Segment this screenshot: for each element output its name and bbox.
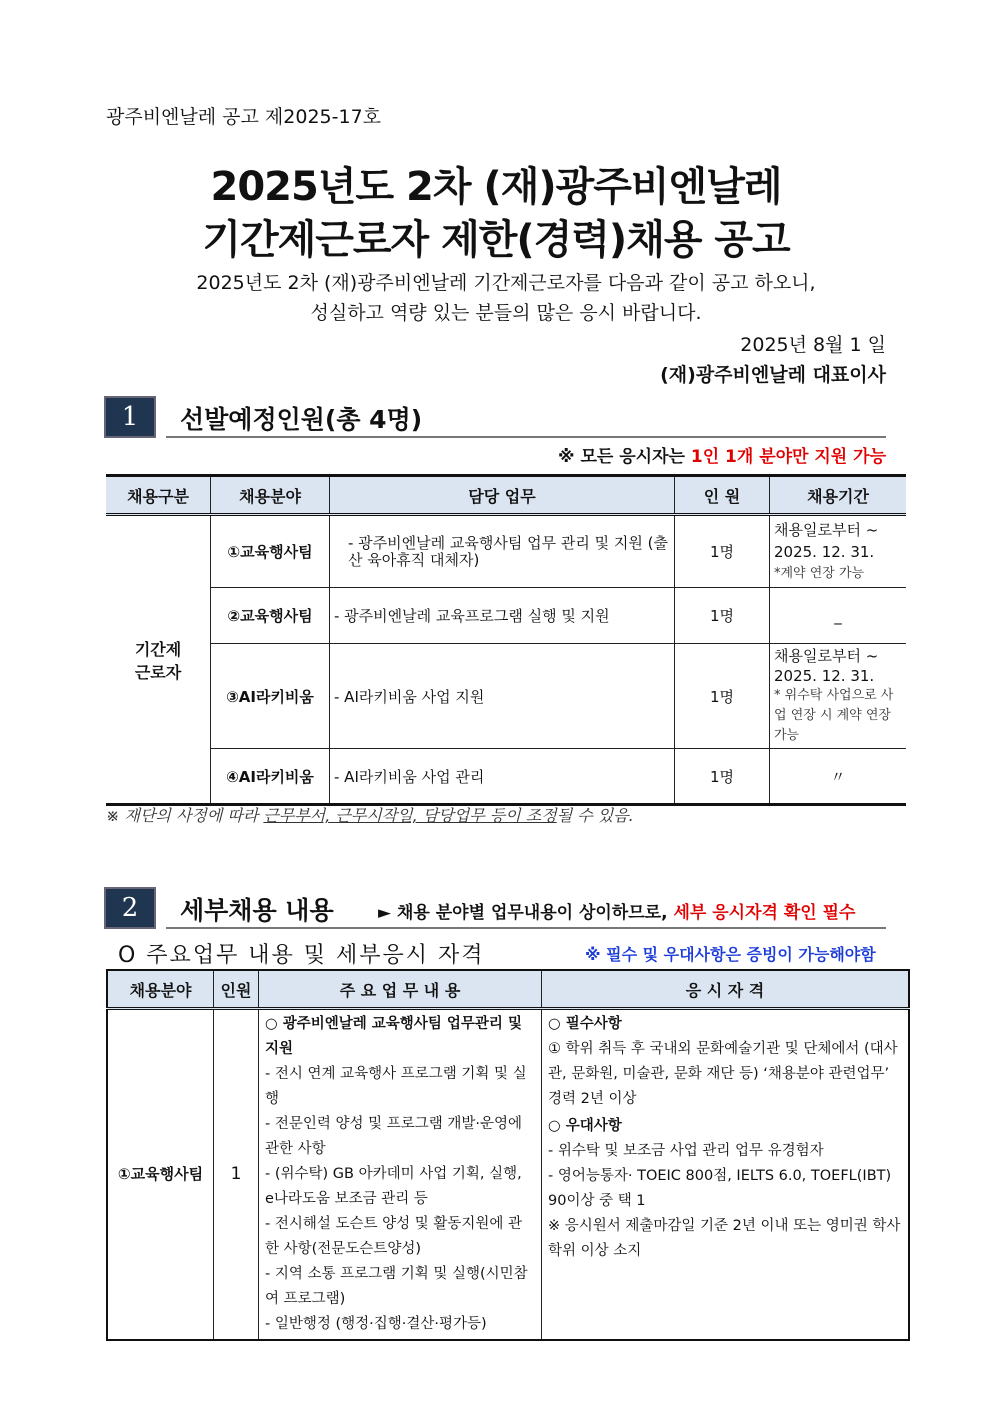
field-cell: ①교육행사팀 [107, 1009, 214, 1341]
footnote-text: 될 수 있음. [556, 806, 634, 825]
period-note: * 위수탁 사업으로 사업 연장 시 계약 연장 가능 [774, 688, 894, 743]
period-text: 채용일로부터 ~ 2025. 12. 31. [774, 520, 879, 561]
note-highlight: 1인 1개 분야만 지원 가능 [690, 447, 886, 467]
section-number: 2 [104, 887, 156, 929]
field-cell: ④AI라키비움 [211, 749, 330, 805]
col-header: 채용구분 [106, 476, 211, 515]
col-header: 담당 업무 [330, 476, 675, 515]
duty-cell: - 광주비엔날레 교육프로그램 실행 및 지원 [330, 588, 675, 644]
preferred-item: - 영어능통자· TOEIC 800점, IELTS 6.0, TOEFL(IBT) 90이상 중 택 1 [548, 1168, 892, 1209]
duty-item: - 전시해설 도슨트 양성 및 활동지원에 관한 사항(전문도슨트양성) [265, 1216, 522, 1257]
field-cell: ①교육행사팀 [211, 515, 330, 588]
section-rule [166, 436, 886, 438]
required-heading: ○ 필수사항 [548, 1016, 622, 1032]
title-line-1: 2025년도 2차 (재)광주비엔날레 [210, 164, 782, 210]
field-cell: ②교육행사팀 [211, 588, 330, 644]
duties-heading: ○ 광주비엔날레 교육행사팀 업무관리 및 지원 [265, 1016, 522, 1057]
duty-item: - (위수탁) GB 아카데미 사업 기획, 실행, e나라도움 보조금 관리 등 [265, 1166, 522, 1207]
field-cell: ③AI라키비움 [211, 644, 330, 749]
required-item: ① 학위 취득 후 국내외 문화예술기관 및 단체에서 (대사관, 문화원, 미술관, 문화 재단 등) ‘채용분야 관련업무’ 경력 2년 이상 [548, 1041, 898, 1107]
col-header: 채용기간 [770, 476, 907, 515]
table-row [106, 749, 906, 805]
intro-line-1: 2025년도 2차 (재)광주비엔날레 기간제근로자를 다음과 같이 공고 하오니, [196, 272, 816, 294]
col-header: 주 요 업 무 내 용 [259, 970, 542, 1009]
note-text: ※ 모든 응시자는 [558, 447, 691, 467]
preferred-heading: ○ 우대사항 [548, 1118, 622, 1134]
subtitle-highlight: 세부 응시자격 확인 필수 [673, 903, 856, 923]
count-cell: 1명 [675, 588, 770, 644]
section-rule [166, 927, 886, 929]
section-number: 1 [104, 396, 156, 438]
details-table [106, 969, 910, 1341]
period-cell [770, 515, 907, 588]
announce-date: 2025년 8월 1 일 [740, 334, 886, 356]
col-header: 인 원 [675, 476, 770, 515]
count-cell: 1 [214, 1009, 259, 1341]
preferred-item: ※ 응시원서 제출마감일 기준 2년 이내 또는 영미권 학사학위 이상 소지 [548, 1218, 901, 1259]
intro-line-2: 성실하고 역량 있는 분들의 많은 응시 바랍니다. [310, 302, 702, 324]
title-line-2: 기간제근로자 제한(경력)채용 공고 [202, 217, 790, 263]
count-cell: 1명 [675, 749, 770, 805]
duty-item: - 전시 연계 교육행사 프로그램 기획 및 실행 [265, 1066, 527, 1107]
table-row [107, 1009, 909, 1341]
table-row [106, 588, 906, 644]
col-header: 채용분야 [211, 476, 330, 515]
count-cell: 1명 [675, 515, 770, 588]
period-cell: _ [770, 588, 907, 644]
count-cell: 1명 [675, 644, 770, 749]
preferred-item: - 위수탁 및 보조금 사업 관리 업무 유경험자 [548, 1143, 824, 1159]
section-subtitle [378, 898, 855, 923]
subnote: ※ 필수 및 우대사항은 증빙이 가능해야함 [585, 945, 876, 964]
section-title: 선발예정인원(총 4명) [180, 405, 423, 434]
col-header: 인원 [214, 970, 259, 1009]
positions-table [106, 474, 906, 806]
duty-item: - 지역 소통 프로그램 기획 및 실행(시민참여 프로그램) [265, 1266, 528, 1307]
section-note [558, 442, 886, 467]
subtitle-text: ► 채용 분야별 업무내용이 상이하므로, [378, 903, 674, 923]
section-title: 세부채용 내용 [180, 896, 334, 925]
duty-item: - 일반행정 (행정·집행·결산·평가등) [265, 1316, 487, 1332]
table-row [106, 644, 906, 749]
footnote [106, 803, 634, 826]
notice-number: 광주비엔날레 공고 제2025-17호 [106, 106, 382, 128]
footnote-text: ※ 재단의 사정에 따라 [106, 806, 264, 825]
duty-cell: - AI라키비움 사업 지원 [330, 644, 675, 749]
qualifications-cell [542, 1009, 910, 1341]
duties-cell [259, 1009, 542, 1341]
period-note: *계약 연장 가능 [774, 565, 865, 581]
duty-item: - 전문인력 양성 및 프로그램 개발·운영에 관한 사항 [265, 1116, 522, 1157]
category-cell: 기간제 근로자 [106, 515, 211, 805]
duty-cell: - AI라키비움 사업 관리 [330, 749, 675, 805]
issuer: (재)광주비엔날레 대표이사 [660, 364, 886, 386]
period-text: 채용일로부터 ~ 2025. 12. 31. [774, 647, 879, 685]
period-cell: 〃 [770, 749, 907, 805]
duty-cell: - 광주비엔날레 교육행사팀 업무 관리 및 지원 (출산 육아휴직 대체자) [330, 515, 675, 588]
col-header: 응 시 자 격 [542, 970, 910, 1009]
period-cell [770, 644, 907, 749]
subhead: O 주요업무 내용 및 세부응시 자격 [118, 943, 485, 968]
table-row [106, 515, 906, 588]
footnote-underlined: 근무부서, 근무시작일, 담당업무 등이 조정 [263, 806, 557, 825]
col-header: 채용분야 [107, 970, 214, 1009]
